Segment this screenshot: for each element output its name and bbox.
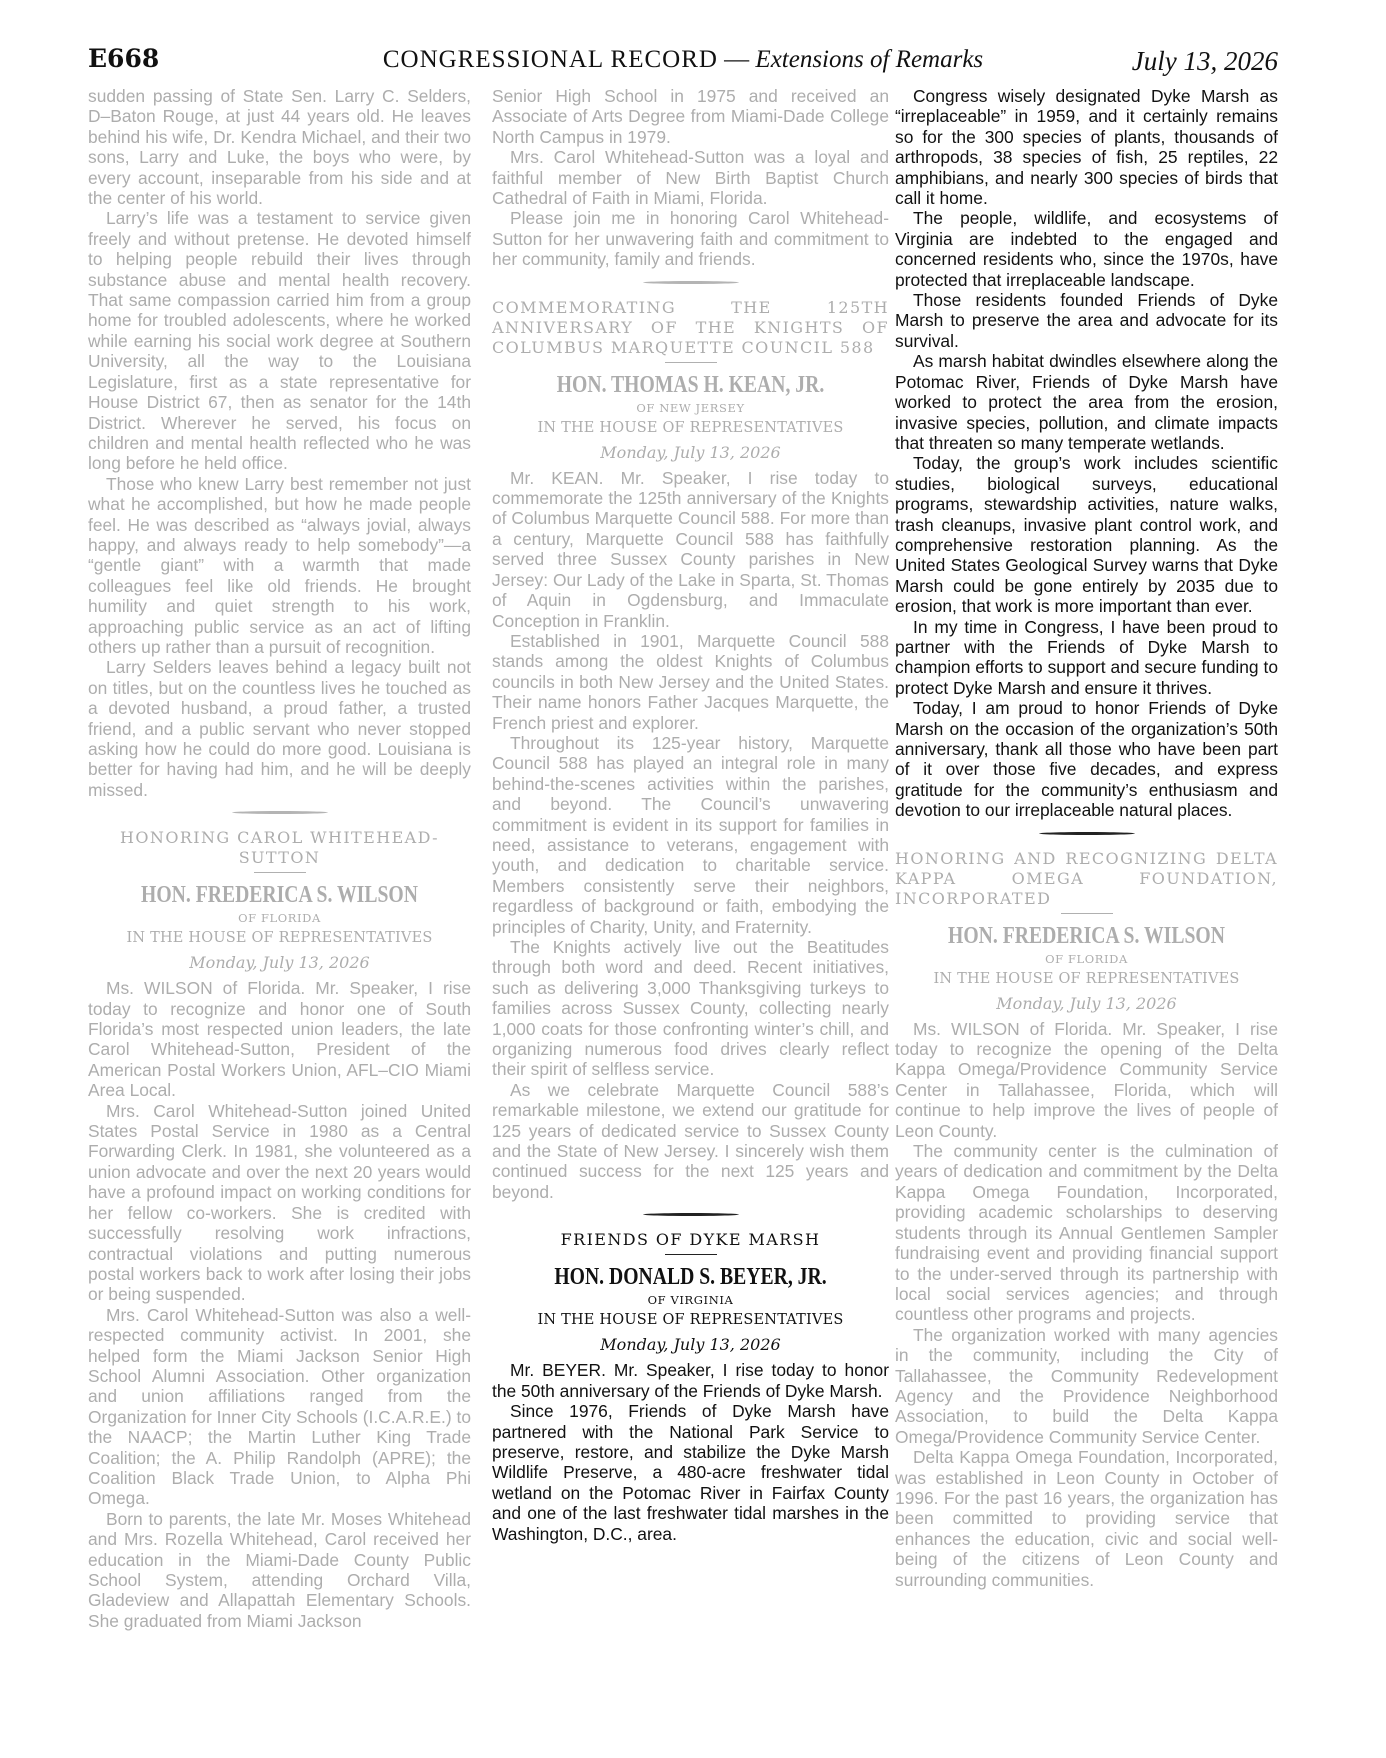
header-date: July 13, 2026 <box>1131 46 1278 76</box>
paragraph: Senior High School in 1975 and received an Associate of Arts Degree from Miami-Dade College North Campus in 1979. <box>492 86 889 147</box>
page-number: E668 <box>88 44 160 73</box>
section-title: Extensions of Remarks <box>755 46 984 73</box>
title-rule <box>1061 913 1113 914</box>
page-header <box>88 44 1278 78</box>
paragraph: Larry Selders leaves behind a legacy built not on titles, but on the countless lives he touched as a devoted husband, a proud father, a trusted friend, and a public servant who never stopped asking how he could do more good. Louisiana is better for having had him, and he will be deeply missed. <box>88 657 471 800</box>
house-line: IN THE HOUSE OF REPRESENTATIVES <box>537 419 844 436</box>
paragraph: Those who knew Larry best remember not just what he accomplished, but how he made people feel. He was described as “always jovial, always happy, and always ready to help somebody”—a “gentle giant” with a warmth that made colleagues feel like old friends. He brought humility and quiet strength to his work, approaching public service as an act of lifting others up rather than a pursuit of recognition. <box>88 473 471 657</box>
column-2-active-section <box>492 1202 889 1544</box>
speaker-name: HON. THOMAS H. KEAN, JR. <box>556 371 825 398</box>
paragraph: The people, wildlife, and ecosystems of Virginia are indebted to the engaged and concerned residents who, since the 1970s, have protected that irreplaceable landscape. <box>895 208 1278 290</box>
paragraph: Mrs. Carol Whitehead-Sutton joined United States Postal Service in 1980 as a Central Forwarding Clerk. In 1981, she volunteered as a union advocate and over the next 20 years would have a profound impact on working conditions for her fellow co-workers. She is credited with successfully resolving work infractions, contractual violations and putting numerous postal workers back to work after losing their jobs or being suspended. <box>88 1100 471 1305</box>
paragraph: As we celebrate Marquette Council 588’s remarkable milestone, we extend our gratitude for 125 years of dedicated service to Sussex County and the State of New Jersey. I sincerely wish them continued success for the next 125 years and beyond. <box>492 1079 889 1202</box>
paragraph: Today, I am proud to honor Friends of Dyke Marsh on the occasion of the organization’s 50th anniversary, thank all those who have been part of it over those five decades, and express gratitude for the community’s enthusiasm and devotion to our irreplaceable natural places. <box>895 698 1278 821</box>
house-line: IN THE HOUSE OF REPRESENTATIVES <box>126 930 433 947</box>
speaker-name: HON. FREDERICA S. WILSON <box>948 922 1225 949</box>
paragraph: Mrs. Carol Whitehead-Sutton was also a well-respected community activist. In 2001, she helped form the Miami Jackson Senior High School Alumni Association. Other organization and union affiliations ranged from the Organization for Inner City Schools (I.C.A.R.E.) to the NAACP; the Martin Luther King Trade Coalition; the A. Philip Randolph (APRE); the Coalition Black Trade Union, to Alpha Phi Omega. <box>88 1304 471 1509</box>
paragraph: Since 1976, Friends of Dyke Marsh have partnered with the National Park Service to preserve, restore, and stabilize the Dyke Marsh Wildlife Preserve, a 480-acre freshwater tidal wetland on the Potomac River in Fairfax County and one of the last freshwater tidal marshes in the Washington, D.C., area. <box>492 1401 889 1544</box>
paragraph: Larry’s life was a testament to service given freely and without pretense. He devoted himself to helping people rebuild their lives through substance abuse and mental health recovery. That same compassion carried him from a group home for troubled adolescents, where he worked while earning his social work degree at Southern University, all the way to the Louisiana Legislature, first as a state representative for House District 67, then as senator for the 14th District. Wherever he served, his focus on children and mental health reflected who he was long before he held office. <box>88 208 471 474</box>
paragraph: Delta Kappa Omega Foundation, Incorporated, was established in Leon County in October of 1996. For the past 16 years, the organization has been committed to providing service that enhances the education, civic and social well-being of the citizens of Leon County and surrounding communities. <box>895 1447 1278 1590</box>
house-line: IN THE HOUSE OF REPRESENTATIVES <box>933 970 1240 987</box>
paragraph: Mr. KEAN. Mr. Speaker, I rise today to commemorate the 125th anniversary of the Knights of Columbus Marquette Council 588. For more than a century, Marquette Council 588 has faithfully served three Sussex County parishes in New Jersey: Our Lady of the Lake in Sparta, St. Thomas of Aquin in Ogdensburg, and Immaculate Conception in Franklin. <box>492 467 889 631</box>
column-2-greyed-section <box>492 86 889 1202</box>
paragraph: Ms. WILSON of Florida. Mr. Speaker, I rise today to recognize and honor one of South Florida’s most respected union leaders, the late Carol Whitehead-Sutton, President of the American Postal Workers Union, AFL–CIO Miami Area Local. <box>88 978 471 1101</box>
speaker-state: OF FLORIDA <box>1045 951 1128 966</box>
header-dash: — <box>717 46 756 73</box>
column-1 <box>88 86 471 1631</box>
section-title: HONORING AND RECOGNIZING DELTA KAPPA OMEGA FOUNDATION, INCORPORATED <box>895 848 1278 908</box>
paragraph: Mr. BEYER. Mr. Speaker, I rise today to honor the 50th anniversary of the Friends of Dyke Marsh. <box>492 1360 889 1401</box>
session-date: Monday, July 13, 2026 <box>189 953 370 973</box>
session-date: Monday, July 13, 2026 <box>600 1335 781 1355</box>
house-line: IN THE HOUSE OF REPRESENTATIVES <box>537 1312 844 1329</box>
paragraph: sudden passing of State Sen. Larry C. Selders, D–Baton Rouge, at just 44 years old. He leaves behind his wife, Dr. Kendra Michael, and their two sons, Larry and Luke, the boys who were, by every account, inseparable from his side and at the center of his world. <box>88 86 471 209</box>
paragraph: Today, the group’s work includes scientific studies, biological surveys, educational programs, stewardship activities, nature walks, trash cleanups, invasive plant control work, and comprehensive restoration planning. As the United States Geological Survey warns that Dyke Marsh could be gone entirely by 2035 due to erosion, that work is more important than ever. <box>895 453 1278 617</box>
column-3-greyed-section <box>895 849 1278 1590</box>
paragraph: Please join me in honoring Carol Whitehead-Sutton for her unwavering faith and commitment to her community, family and friends. <box>492 208 889 270</box>
paragraph: Established in 1901, Marquette Council 588 stands among the oldest Knights of Columbus councils in both New Jersey and the United States. Their name honors Father Jacques Marquette, the French priest and explorer. <box>492 630 889 733</box>
paragraph: In my time in Congress, I have been proud to partner with the Friends of Dyke Marsh to champion efforts to support and secure funding to protect Dyke Marsh and ensure it thrives. <box>895 616 1278 698</box>
column-3-active-section <box>895 86 1278 847</box>
paragraph: Throughout its 125-year history, Marquette Council 588 has played an integral role in many behind-the-scenes activities within the parishes, and beyond. The Council’s unwavering commitment is evident in its support for families in need, assistance to veterans, engagement with youth, and dedication to charitable service. Members consistently serve their neighbors, regardless of background or faith, embodying the principles of Charity, Unity, and Fraternity. <box>492 732 889 937</box>
title-rule <box>665 362 717 363</box>
paragraph: Mrs. Carol Whitehead-Sutton was a loyal and faithful member of New Birth Baptist Church Cathedral of Faith in Miami, Florida. <box>492 147 889 209</box>
section-title: FRIENDS OF DYKE MARSH <box>560 1230 821 1250</box>
paragraph: Born to parents, the late Mr. Moses Whitehead and Mrs. Rozella Whitehead, Carol received her education in the Miami-Dade County Public School System, attending Orchard Villa, Gladeview and Allapattah Elementary Schools. She graduated from Miami Jackson <box>88 1508 471 1631</box>
section-separator <box>895 821 1278 847</box>
publication-title: CONGRESSIONAL RECORD <box>382 46 718 73</box>
speaker-state: OF FLORIDA <box>238 911 321 926</box>
session-date: Monday, July 13, 2026 <box>600 442 781 462</box>
speaker-state: OF VIRGINIA <box>647 1293 734 1308</box>
paragraph: As marsh habitat dwindles elsewhere along the Potomac River, Friends of Dyke Marsh have worked to protect the area from the erosion, invasive species, pollution, and climate impacts that threaten so many temperate wetlands. <box>895 351 1278 453</box>
paragraph: Ms. WILSON of Florida. Mr. Speaker, I rise today to recognize the opening of the Delta Kappa Omega/Providence Community Service Center in Tallahassee, Florida, which will continue to help improve the lives of people of Leon County. <box>895 1018 1278 1141</box>
section-title: HONORING CAROL WHITEHEAD-SUTTON <box>120 828 439 868</box>
section-separator <box>492 1202 889 1228</box>
paragraph: Congress wisely designated Dyke Marsh as “irreplaceable” in 1959, and it certainly remains so for the 300 species of plants, thousands of arthropods, 38 species of fish, 25 reptiles, 22 amphibians, and nearly 300 species of birds that call it home. <box>895 86 1278 209</box>
title-rule <box>254 872 306 873</box>
column-2 <box>492 86 889 1544</box>
paragraph: The Knights actively live out the Beatitudes through both word and deed. Recent initiatives, such as delivering 3,000 Thanksgiving turkeys to families across Sussex County, collecting nearly 1,000 coats for those confronting winter’s chill, and organizing numerous food drives clearly reflect their spirit of selfless service. <box>492 937 889 1080</box>
paragraph: The community center is the culmination of years of dedication and commitment by the Delta Kappa Omega Foundation, Incorporated, providing academic scholarships to deserving students through its Annual Gentlemen Sampler fundraising event and providing financial support to the under-served through its partnership with local social services agencies; and through countless other programs and projects. <box>895 1141 1278 1325</box>
section-separator <box>88 800 471 826</box>
paragraph: Those residents founded Friends of Dyke Marsh to preserve the area and advocate for its survival. <box>895 290 1278 351</box>
column-3 <box>895 86 1278 1590</box>
section-separator <box>492 270 889 296</box>
speaker-name: HON. DONALD S. BEYER, JR. <box>554 1264 827 1291</box>
speaker-state: OF NEW JERSEY <box>636 400 745 415</box>
paragraph: The organization worked with many agencies in the community, including the City of Tallahassee, the Community Redevelopment Agency and the Providence Neighborhood Association, to build the Delta Kappa Omega/Providence Community Service Center. <box>895 1324 1278 1447</box>
section-title: COMMEMORATING THE 125TH ANNIVERSARY OF THE KNIGHTS OF COLUMBUS MARQUETTE COUNCIL 588 <box>492 297 889 357</box>
speaker-name: HON. FREDERICA S. WILSON <box>141 882 418 909</box>
session-date: Monday, July 13, 2026 <box>996 993 1177 1013</box>
title-rule <box>665 1254 717 1255</box>
publication-line <box>88 46 1278 74</box>
